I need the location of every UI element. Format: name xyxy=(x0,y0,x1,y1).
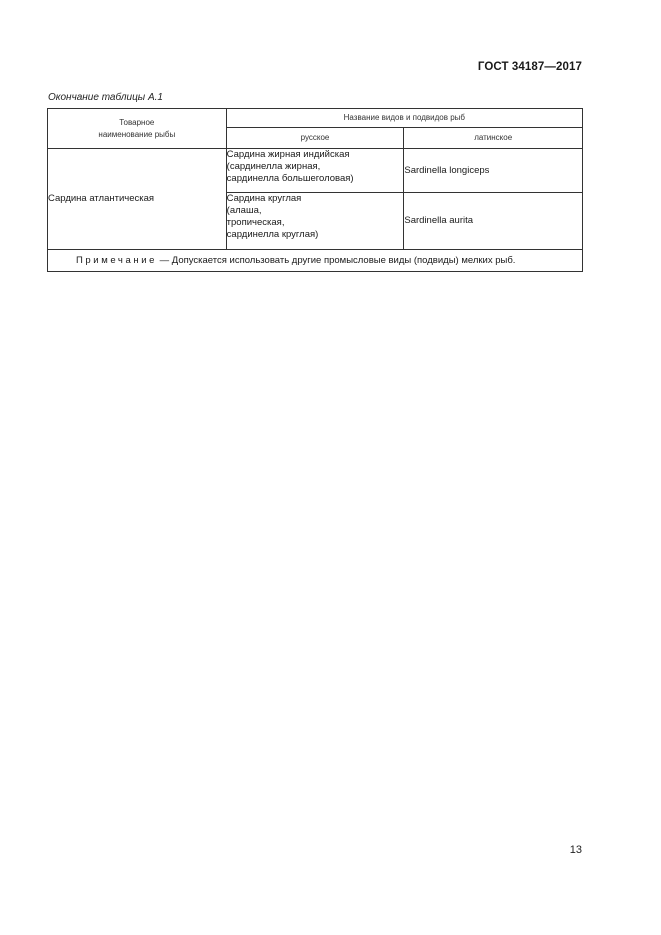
russian-name-cell xyxy=(226,193,404,250)
table-caption: Окончание таблицы А.1 xyxy=(48,92,163,103)
header-latin: латинское xyxy=(404,128,583,149)
page-number: 13 xyxy=(569,844,582,856)
russian-name-line: тропическая, xyxy=(226,217,285,228)
header-russian: русское xyxy=(226,128,404,149)
document-code: ГОСТ 34187—2017 xyxy=(477,61,582,73)
russian-name-line: (алаша, xyxy=(226,205,262,216)
latin-name-cell: Sardinella longiceps xyxy=(404,149,583,193)
russian-name-line: Сардина жирная индийская xyxy=(226,149,350,160)
table-note xyxy=(48,250,583,272)
header-trade-name-line2: наименование рыбы xyxy=(98,129,176,139)
russian-name-line: Сардина круглая xyxy=(226,193,302,204)
note-text: — Допускается использовать другие промысловые виды (подвиды) мелких рыб. xyxy=(157,255,516,266)
table-header-row xyxy=(48,109,583,128)
russian-name-line: сардинелла большеголовая) xyxy=(226,173,354,184)
header-trade-name-line1: Товарное xyxy=(119,117,155,127)
note-label: Примечание xyxy=(76,255,157,266)
note-row xyxy=(48,250,583,272)
species-table xyxy=(47,108,583,272)
trade-name-cell: Сардина атлантическая xyxy=(48,149,227,250)
header-trade-name xyxy=(48,109,227,149)
header-species-group: Название видов и подвидов рыб xyxy=(226,109,582,128)
latin-name-cell: Sardinella aurita xyxy=(404,193,583,250)
russian-name-cell xyxy=(226,149,404,193)
russian-name-line: сардинелла круглая) xyxy=(226,229,319,240)
table-row xyxy=(48,149,583,193)
russian-name-line: (сардинелла жирная, xyxy=(226,161,321,172)
